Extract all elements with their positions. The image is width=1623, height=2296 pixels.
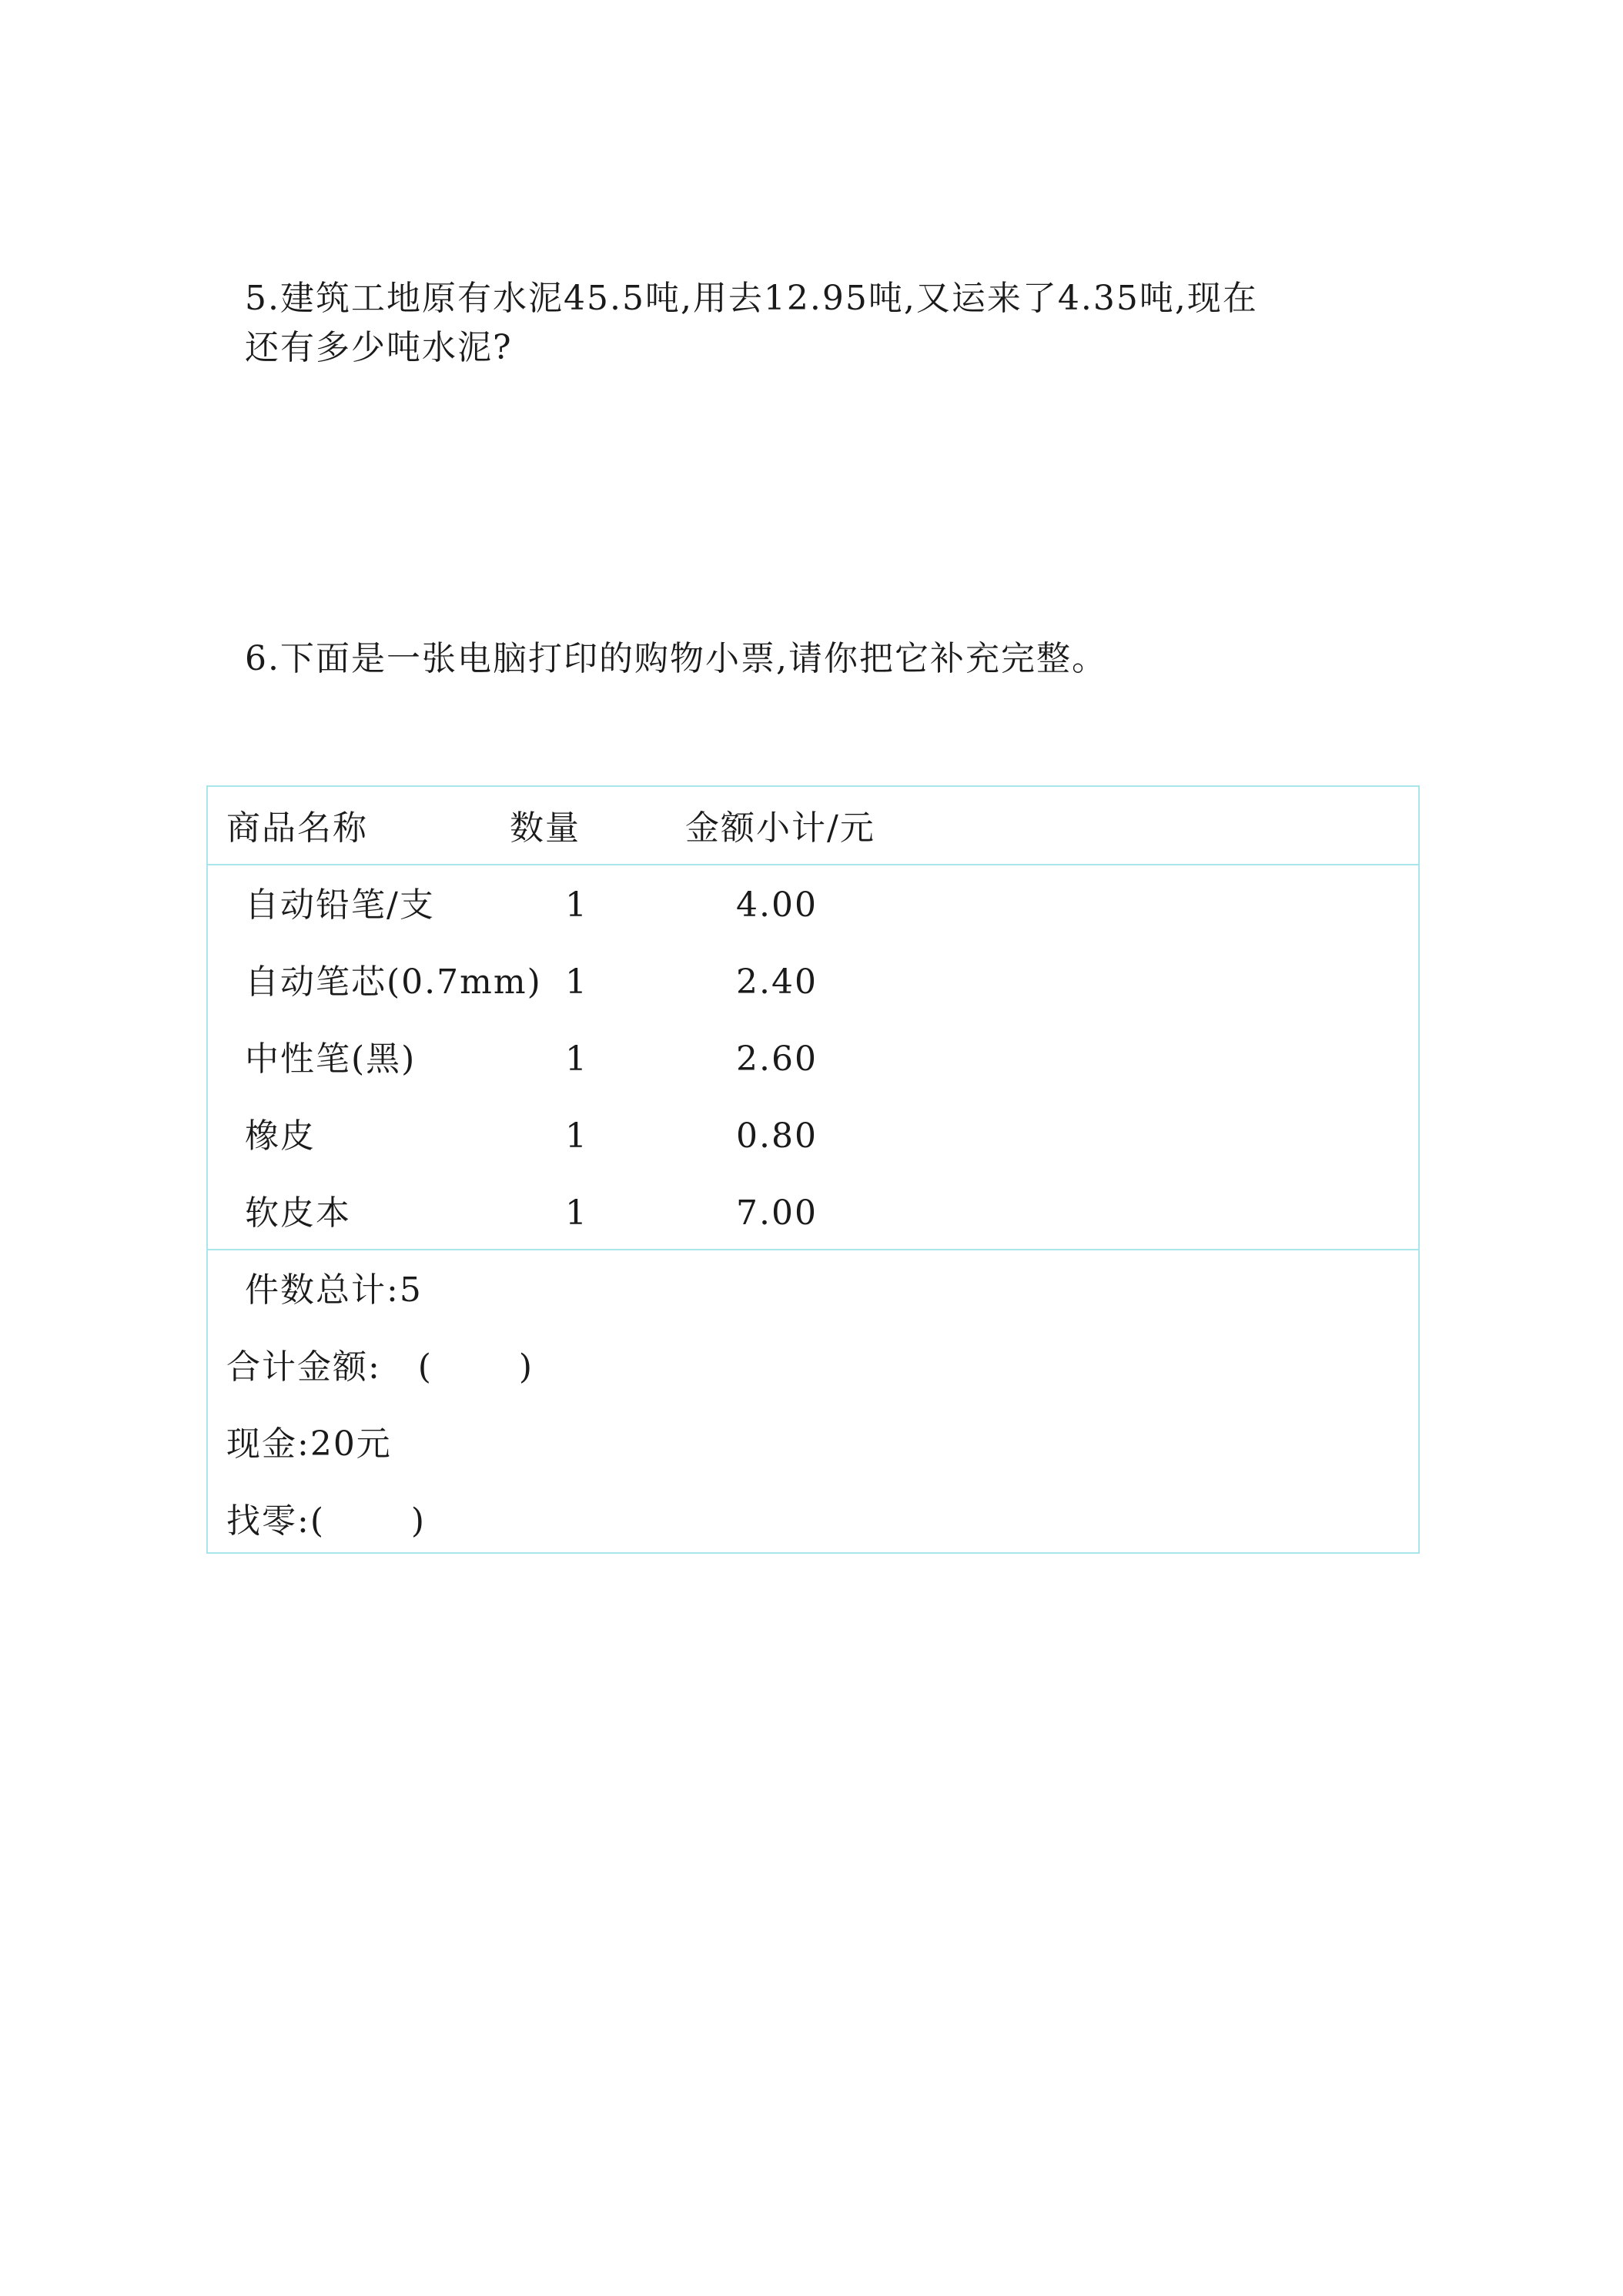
question-5-line-2: 还有多少吨水泥? bbox=[245, 328, 513, 367]
item-qty: 1 bbox=[565, 1039, 588, 1079]
question-6 bbox=[245, 634, 1392, 684]
item-qty: 1 bbox=[565, 1116, 588, 1156]
item-name: 自动铅笔/支 bbox=[245, 885, 435, 925]
header-divider bbox=[208, 864, 1418, 865]
item-amount: 2.60 bbox=[736, 1039, 818, 1079]
receipt-row bbox=[208, 1036, 1418, 1113]
shopping-receipt bbox=[206, 785, 1420, 1554]
change-blank: 找零:( ) bbox=[226, 1501, 427, 1541]
question-5-line-1: 5.建筑工地原有水泥45.5吨,用去12.95吨,又运来了4.35吨,现在 bbox=[245, 279, 1258, 318]
item-name: 自动笔芯(0.7mm) bbox=[245, 962, 542, 1002]
question-5 bbox=[245, 274, 1392, 373]
summary-divider bbox=[208, 1249, 1418, 1250]
total-amount-blank: 合计金额: ( ) bbox=[226, 1347, 534, 1387]
header-item-name: 商品名称 bbox=[226, 808, 368, 848]
receipt-row bbox=[208, 959, 1418, 1036]
receipt-row bbox=[208, 1190, 1418, 1267]
item-qty: 1 bbox=[565, 962, 588, 1002]
question-6-text: 6.下面是一张电脑打印的购物小票,请你把它补充完整。 bbox=[245, 639, 1107, 678]
header-quantity: 数量 bbox=[510, 808, 581, 848]
item-qty: 1 bbox=[565, 1193, 588, 1233]
cash-paid: 现金:20元 bbox=[226, 1424, 392, 1464]
item-amount: 4.00 bbox=[736, 885, 818, 925]
receipt-row bbox=[208, 1113, 1418, 1190]
item-amount: 0.80 bbox=[736, 1116, 818, 1156]
item-qty: 1 bbox=[565, 885, 588, 925]
receipt-row bbox=[208, 882, 1418, 959]
item-amount: 2.40 bbox=[736, 962, 818, 1002]
item-name: 软皮本 bbox=[245, 1193, 351, 1233]
item-amount: 7.00 bbox=[736, 1193, 818, 1233]
item-count-total: 件数总计:5 bbox=[245, 1270, 423, 1310]
item-name: 中性笔(黑) bbox=[245, 1039, 417, 1079]
item-name: 橡皮 bbox=[245, 1116, 316, 1156]
header-amount: 金额小计/元 bbox=[685, 808, 875, 848]
